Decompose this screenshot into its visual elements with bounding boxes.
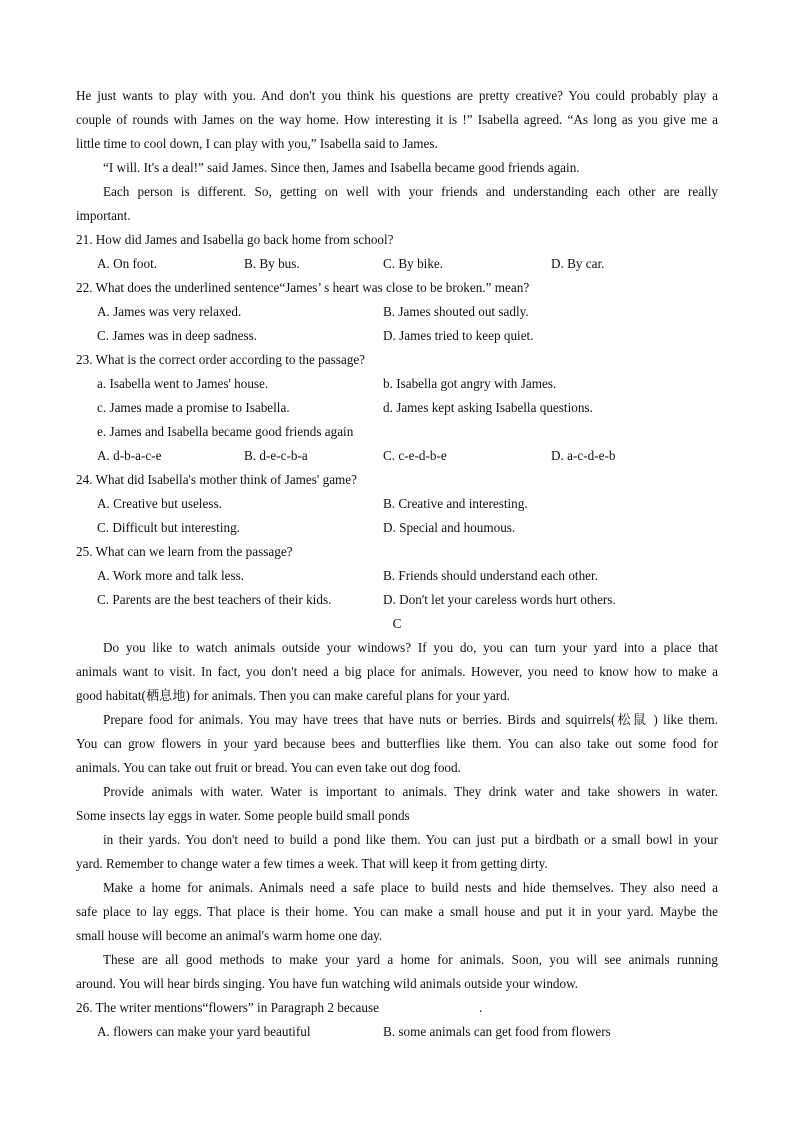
text-line: Prepare food for animals. You may have trees that have nuts or berries. Birds and squirrels(松鼠 ) like them. [103, 712, 718, 727]
text-line: small house will become an animal's warm home one day. [76, 928, 383, 943]
text-line: safe place to lay eggs. That place is their home. You can make a small house and put it in your yard. Maybe the [76, 904, 718, 919]
text-line: You can grow flowers in your yard because bees and butterflies like them. You can also take out some food for [76, 736, 718, 751]
text-line: These are all good methods to make your yard a home for animals. Soon, you will see animals running [103, 952, 718, 967]
option-c: C. Parents are the best teachers of their kids. [97, 592, 332, 607]
text-line: yard. Remember to change water a few times a week. That will keep it from getting dirty. [76, 856, 548, 871]
section-c-paragraph-2 [76, 708, 718, 780]
option-a: A. On foot. [97, 256, 158, 271]
passage-b-paragraph-3 [76, 180, 718, 228]
option-d: D. Don't let your careless words hurt others. [383, 592, 616, 607]
question-24-options-row-2 [76, 516, 718, 540]
question-25-options-row-2 [76, 588, 718, 612]
event-c: c. James made a promise to Isabella. [97, 400, 290, 415]
event-b: b. Isabella got angry with James. [383, 376, 557, 391]
text-line: He just wants to play with you. And don't you think his questions are pretty creative? You could probably play a [76, 88, 718, 103]
text-line: little time to cool down, I can play with you,” Isabella said to James. [76, 136, 438, 151]
section-c-paragraph-4 [76, 876, 718, 948]
question-23-events-row-2 [76, 396, 718, 420]
option-a: A. d-b-a-c-e [97, 448, 162, 463]
question-23-events-row-3 [76, 420, 718, 444]
option-a: A. flowers can make your yard beautiful [97, 1024, 311, 1039]
option-b: B. Friends should understand each other. [383, 568, 598, 583]
question-24-options-row-1 [76, 492, 718, 516]
option-b: B. Creative and interesting. [383, 496, 528, 511]
option-a: A. James was very relaxed. [97, 304, 242, 319]
event-e: e. James and Isabella became good friends again [97, 424, 354, 439]
question-26-options [76, 1020, 718, 1044]
question-22-stem: 22. What does the underlined sentence“James’ s heart was close to be broken.” mean? [76, 280, 530, 295]
question-21-options [76, 252, 718, 276]
section-c-paragraph-1 [76, 636, 718, 708]
option-d: D. a-c-d-e-b [551, 448, 616, 463]
question-25-options-row-1 [76, 564, 718, 588]
option-b: B. some animals can get food from flowers [383, 1024, 611, 1039]
text-line: Make a home for animals. Animals need a safe place to build nests and hide themselves. They also need a [103, 880, 718, 895]
text-line: Provide animals with water. Water is important to animals. They drink water and take showers in water. [103, 784, 718, 799]
question-22-options-row-1 [76, 300, 718, 324]
option-d: D. James tried to keep quiet. [383, 328, 534, 343]
event-d: d. James kept asking Isabella questions. [383, 400, 593, 415]
text-line: around. You will hear birds singing. You have fun watching wild animals outside your window. [76, 976, 579, 991]
option-c: C. By bike. [383, 256, 444, 271]
option-a: A. Work more and talk less. [97, 568, 245, 583]
text-line: animals want to visit. In fact, you don't need a big place for animals. However, you need to know how to make a [76, 664, 718, 679]
text-line: in their yards. You don't need to build a pond like them. You can just put a birdbath or a small bowl in your [103, 832, 718, 847]
passage-b-paragraph-2: “I will. It's a deal!” said James. Since then, James and Isabella became good friends again. [103, 160, 580, 175]
option-b: B. James shouted out sadly. [383, 304, 529, 319]
passage-b-paragraph-1 [76, 84, 718, 156]
question-26-stem [76, 996, 718, 1020]
option-b: B. d-e-c-b-a [244, 448, 308, 463]
text-line: good habitat(栖息地) for animals. Then you can make careful plans for your yard. [76, 688, 511, 703]
question-24-stem: 24. What did Isabella's mother think of James' game? [76, 472, 358, 487]
text-line: important. [76, 208, 131, 223]
text-line: Do you like to watch animals outside your windows? If you do, you can turn your yard into a place that [103, 640, 718, 655]
option-b: B. By bus. [244, 256, 300, 271]
question-21-stem: 21. How did James and Isabella go back home from school? [76, 232, 394, 247]
question-26-period: . [478, 1000, 483, 1015]
text-line: Some insects lay eggs in water. Some people build small ponds [76, 808, 410, 823]
question-25-stem: 25. What can we learn from the passage? [76, 544, 293, 559]
question-22-options-row-2 [76, 324, 718, 348]
option-c: C. Difficult but interesting. [97, 520, 240, 535]
section-c-heading: C [392, 616, 402, 631]
option-d: D. Special and houmous. [383, 520, 516, 535]
question-23-options [76, 444, 718, 468]
question-23-stem: 23. What is the correct order according to the passage? [76, 352, 366, 367]
option-a: A. Creative but useless. [97, 496, 222, 511]
question-23-events-row-1 [76, 372, 718, 396]
text-line: couple of rounds with James on the way home. How interesting it is !” Isabella agreed. “As long as you give me a [76, 112, 718, 127]
option-c: C. James was in deep sadness. [97, 328, 258, 343]
text-line: Each person is different. So, getting on well with your friends and understanding each other are really [103, 184, 718, 199]
question-26-text: 26. The writer mentions“flowers” in Paragraph 2 because [76, 1000, 379, 1015]
event-a: a. Isabella went to James' house. [97, 376, 269, 391]
text-line: animals. You can take out fruit or bread. You can even take out dog food. [76, 760, 461, 775]
document-content [76, 84, 718, 1044]
section-c-paragraph-5 [76, 948, 718, 996]
option-d: D. By car. [551, 256, 605, 271]
section-c-paragraph-3 [76, 780, 718, 876]
option-c: C. c-e-d-b-e [383, 448, 447, 463]
